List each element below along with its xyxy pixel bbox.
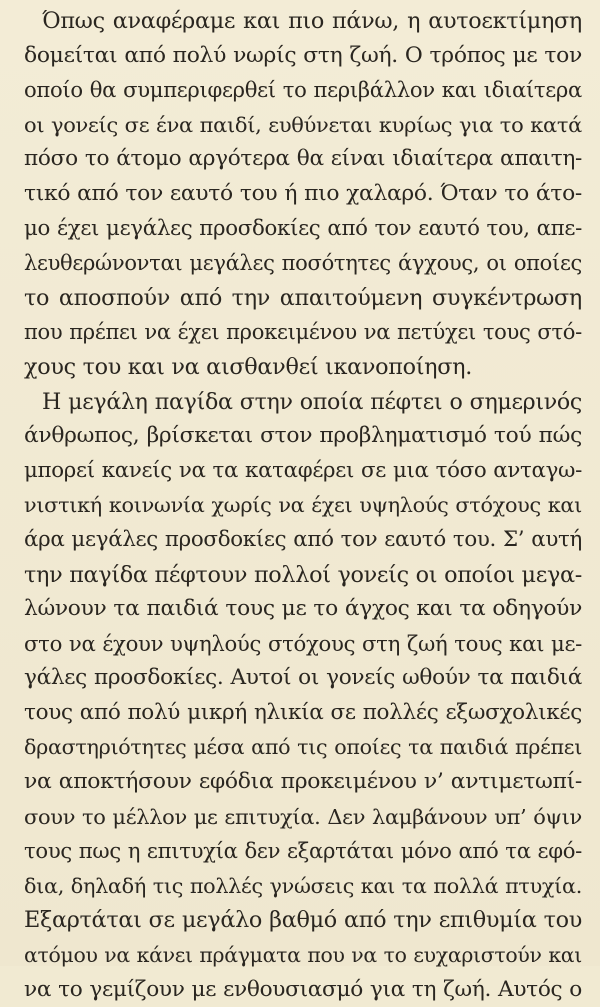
text-line: νιστική κοινωνία χωρίς να έχει υψηλούς στόχους και bbox=[24, 493, 582, 518]
text-line: άρα μεγάλες προσδοκίες από τον εαυτό του. Σ’ αυτή bbox=[24, 526, 582, 552]
text-line: μπορεί κανείς να τα καταφέρει σε μια τόσο ανταγω- bbox=[24, 457, 582, 483]
text-line: οποίο θα συμπεριφερθεί το περιβάλλον και ιδιαίτερα bbox=[24, 77, 582, 103]
paragraph bbox=[24, 385, 582, 1007]
paragraph bbox=[24, 4, 582, 385]
text-line: ατόμου να κάνει πράγματα που να το ευχαριστούν και bbox=[24, 943, 582, 968]
text-line: να το γεμίζουν με ενθουσιασμό για τη ζωή. Αυτός ο bbox=[24, 976, 582, 1002]
text-line: στο να έχουν υψηλούς στόχους στη ζωή τους και με- bbox=[24, 630, 582, 656]
text-line: που πρέπει να έχει προκειμένου να πετύχει τους στό- bbox=[24, 319, 582, 345]
text-line: δομείται από πολύ νωρίς στη ζωή. Ο τρόπος με τον bbox=[24, 42, 582, 68]
text-line: χους του και να αισθανθεί ικανοποίηση. bbox=[24, 353, 473, 380]
text-line: οι γονείς σε ένα παιδί, ευθύνεται κυρίως για το κατά bbox=[24, 112, 582, 137]
text-line: τους πως η επιτυχία δεν εξαρτάται μόνο από τα εφό- bbox=[24, 838, 582, 864]
text-line: το αποσπούν από την απαιτούμενη συγκέντρωση bbox=[24, 284, 582, 311]
text-line: Εξαρτάται σε μεγάλο βαθμό από την επιθυμία του bbox=[24, 907, 582, 934]
text-line: άνθρωπος, βρίσκεται στον προβληματισμό τού πώς bbox=[24, 423, 582, 449]
text-line: λευθερώνονται μεγάλες ποσότητες άγχους, οι οποίες bbox=[24, 250, 582, 276]
text-line: τους από πολύ μικρή ηλικία σε πολλές εξωσχολικές bbox=[24, 699, 582, 725]
text-line: δραστηριότητες μέσα από τις οποίες τα παιδιά πρέπει bbox=[24, 735, 582, 760]
text-line: την παγίδα πέφτουν πολλοί γονείς οι οποίοι μεγα- bbox=[24, 561, 582, 588]
text-line: γάλες προσδοκίες. Αυτοί οι γονείς ωθούν τα παιδιά bbox=[24, 665, 582, 691]
text-line: Η μεγάλη παγίδα στην οποία πέφτει ο σημερινός bbox=[42, 388, 582, 415]
text-line: μο έχει μεγάλες προσδοκίες από τον εαυτό του, απε- bbox=[24, 215, 582, 241]
text-line: δια, δηλαδή τις πολλές γνώσεις και τα πολλά πτυχία. bbox=[24, 873, 582, 898]
text-line: λώνουν τα παιδιά τους με το άγχος και τα οδηγούν bbox=[24, 596, 582, 622]
text-line: να αποκτήσουν εφόδια προκειμένου ν’ αντιμετωπί- bbox=[24, 769, 582, 795]
text-line: Όπως αναφέραμε και πιο πάνω, η αυτοεκτίμηση bbox=[42, 8, 582, 34]
text-line: τικό από τον εαυτό του ή πιο χαλαρό. Όταν το άτο- bbox=[24, 180, 582, 206]
text-line: πόσο το άτομο αργότερα θα είναι ιδιαίτερα απαιτη- bbox=[24, 146, 582, 172]
text-line: σουν το μέλλον με επιτυχία. Δεν λαμβάνουν υπ’ όψιν bbox=[24, 804, 582, 829]
